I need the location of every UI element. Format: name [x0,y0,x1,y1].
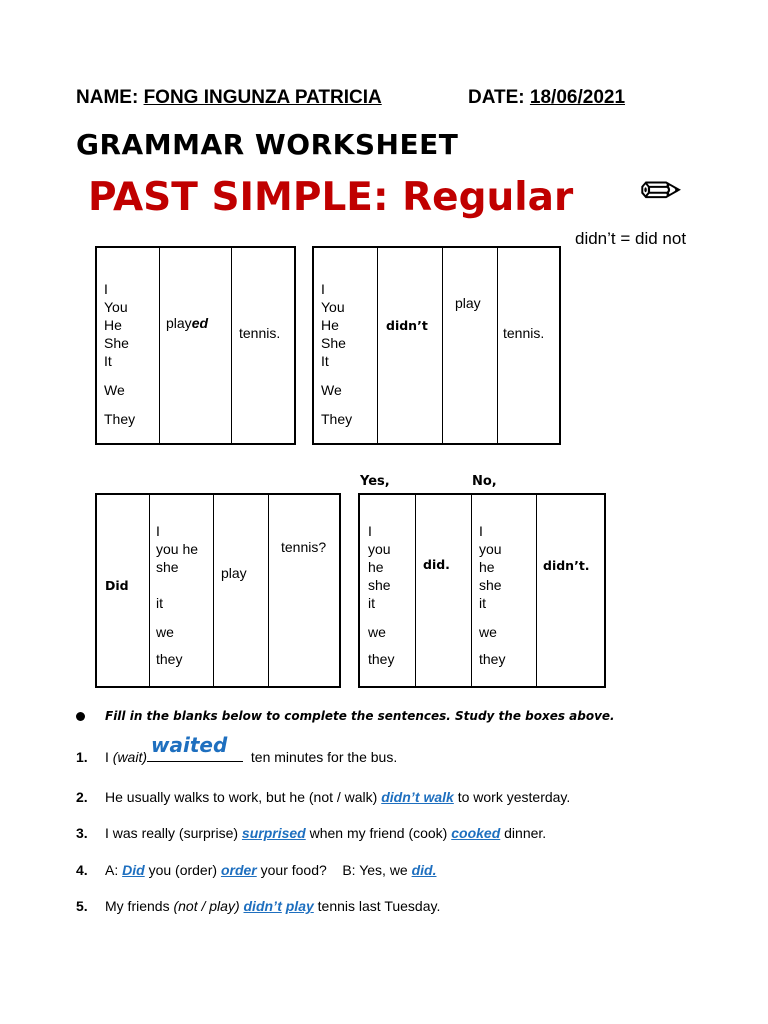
object-cell: tennis? [281,539,327,555]
pronoun-cell: you [368,541,391,557]
pronoun-cell: we [479,624,497,640]
answer-text[interactable]: didn’t walk [381,789,454,805]
pronoun-cell: I [368,523,372,539]
yes-aux-cell: did. [423,557,450,572]
pronoun-cell: it [479,595,486,611]
exercise-number: 2. [76,789,88,805]
name-line [76,87,382,109]
pronoun-cell: we [368,624,386,640]
pronoun-cell: We [321,382,342,398]
answer-text[interactable]: play [285,898,314,914]
pronoun-cell: she [368,577,391,593]
exercise-2: He usually walks to work, but he (not / walk) didn’t walk to work yesterday. [105,789,571,805]
answer-text[interactable]: Did [122,862,145,878]
answer-blank[interactable] [147,760,243,762]
pronoun-cell: It [104,353,112,369]
pronoun-cell: I [479,523,483,539]
name-label: NAME: [76,87,139,108]
instructions: Fill in the blanks below to complete the sentences. Study the boxes above. [105,709,615,723]
no-aux-cell: didn’t. [543,558,590,573]
pronoun-cell: You [104,299,128,315]
exercise-4: A: Did you (order) order your food? B: Yes, we did. [105,862,437,878]
verb-cell: play [221,565,247,581]
answer-text: waited [151,733,228,757]
answer-text[interactable]: did. [411,862,437,878]
bullet-icon [76,712,85,721]
pronoun-cell: They [104,411,136,427]
object-cell: tennis. [239,325,281,341]
pronoun-cell: I [156,523,160,539]
pronoun-cell: I [104,281,108,297]
pronoun-cell: They [321,411,353,427]
answer-text[interactable]: surprised [241,825,306,841]
date-value: 18/06/2021 [529,87,626,108]
verb-cell: play [455,295,481,311]
pronoun-cell: you he [156,541,199,557]
exercise-number: 1. [76,749,88,765]
answer-text[interactable]: cooked [451,825,501,841]
answer-text[interactable]: order [220,862,257,878]
short-answers-table [358,493,606,688]
worksheet-subtitle: PAST SIMPLE: Regular [88,175,574,220]
date-label: DATE: [468,87,525,108]
pronoun-cell: She [321,335,346,351]
pronoun-cell: he [479,559,495,575]
yes-label: Yes, [360,474,390,489]
worksheet-title: GRAMMAR WORKSHEET [76,128,459,161]
pronoun-cell: she [156,559,179,575]
pronoun-cell: they [479,651,506,667]
object-cell: tennis. [503,325,545,341]
pronoun-cell: He [321,317,339,333]
exercise-3: I was really (surprise) surprised when my friend (cook) cooked dinner. [105,825,547,841]
pronoun-cell: it [156,595,163,611]
name-value: FONG INGUNZA PATRICIA [143,87,382,108]
aux-cell: didn’t [386,318,428,333]
exercise-5: My friends (not / play) didn’t play tennis last Tuesday. [105,898,441,914]
exercise-number: 3. [76,825,88,841]
pronoun-cell: we [156,624,174,640]
pencil-icon: ✏ [640,163,682,219]
pronoun-cell: she [479,577,502,593]
didnt-note: didn’t = did not [575,229,687,248]
no-label: No, [472,474,497,489]
exercise-number: 5. [76,898,88,914]
exercise-1: I (wait) waited ten minutes for the bus. [105,733,398,765]
pronoun-cell: you [479,541,502,557]
affirmative-table [95,246,296,445]
pronoun-cell: We [104,382,125,398]
pronoun-cell: It [321,353,329,369]
pronoun-cell: I [321,281,325,297]
question-table [95,493,341,688]
pronoun-cell: he [368,559,384,575]
pronoun-cell: they [368,651,395,667]
pronoun-cell: they [156,651,183,667]
pronoun-cell: You [321,299,345,315]
pronoun-cell: it [368,595,375,611]
pronoun-cell: He [104,317,122,333]
exercise-number: 4. [76,862,88,878]
pronoun-cell: She [104,335,129,351]
verb-cell: played [166,315,209,331]
answer-text[interactable]: didn’t [243,898,282,914]
date-line [468,87,625,109]
negative-table [312,246,561,445]
aux-cell: Did [105,578,129,593]
